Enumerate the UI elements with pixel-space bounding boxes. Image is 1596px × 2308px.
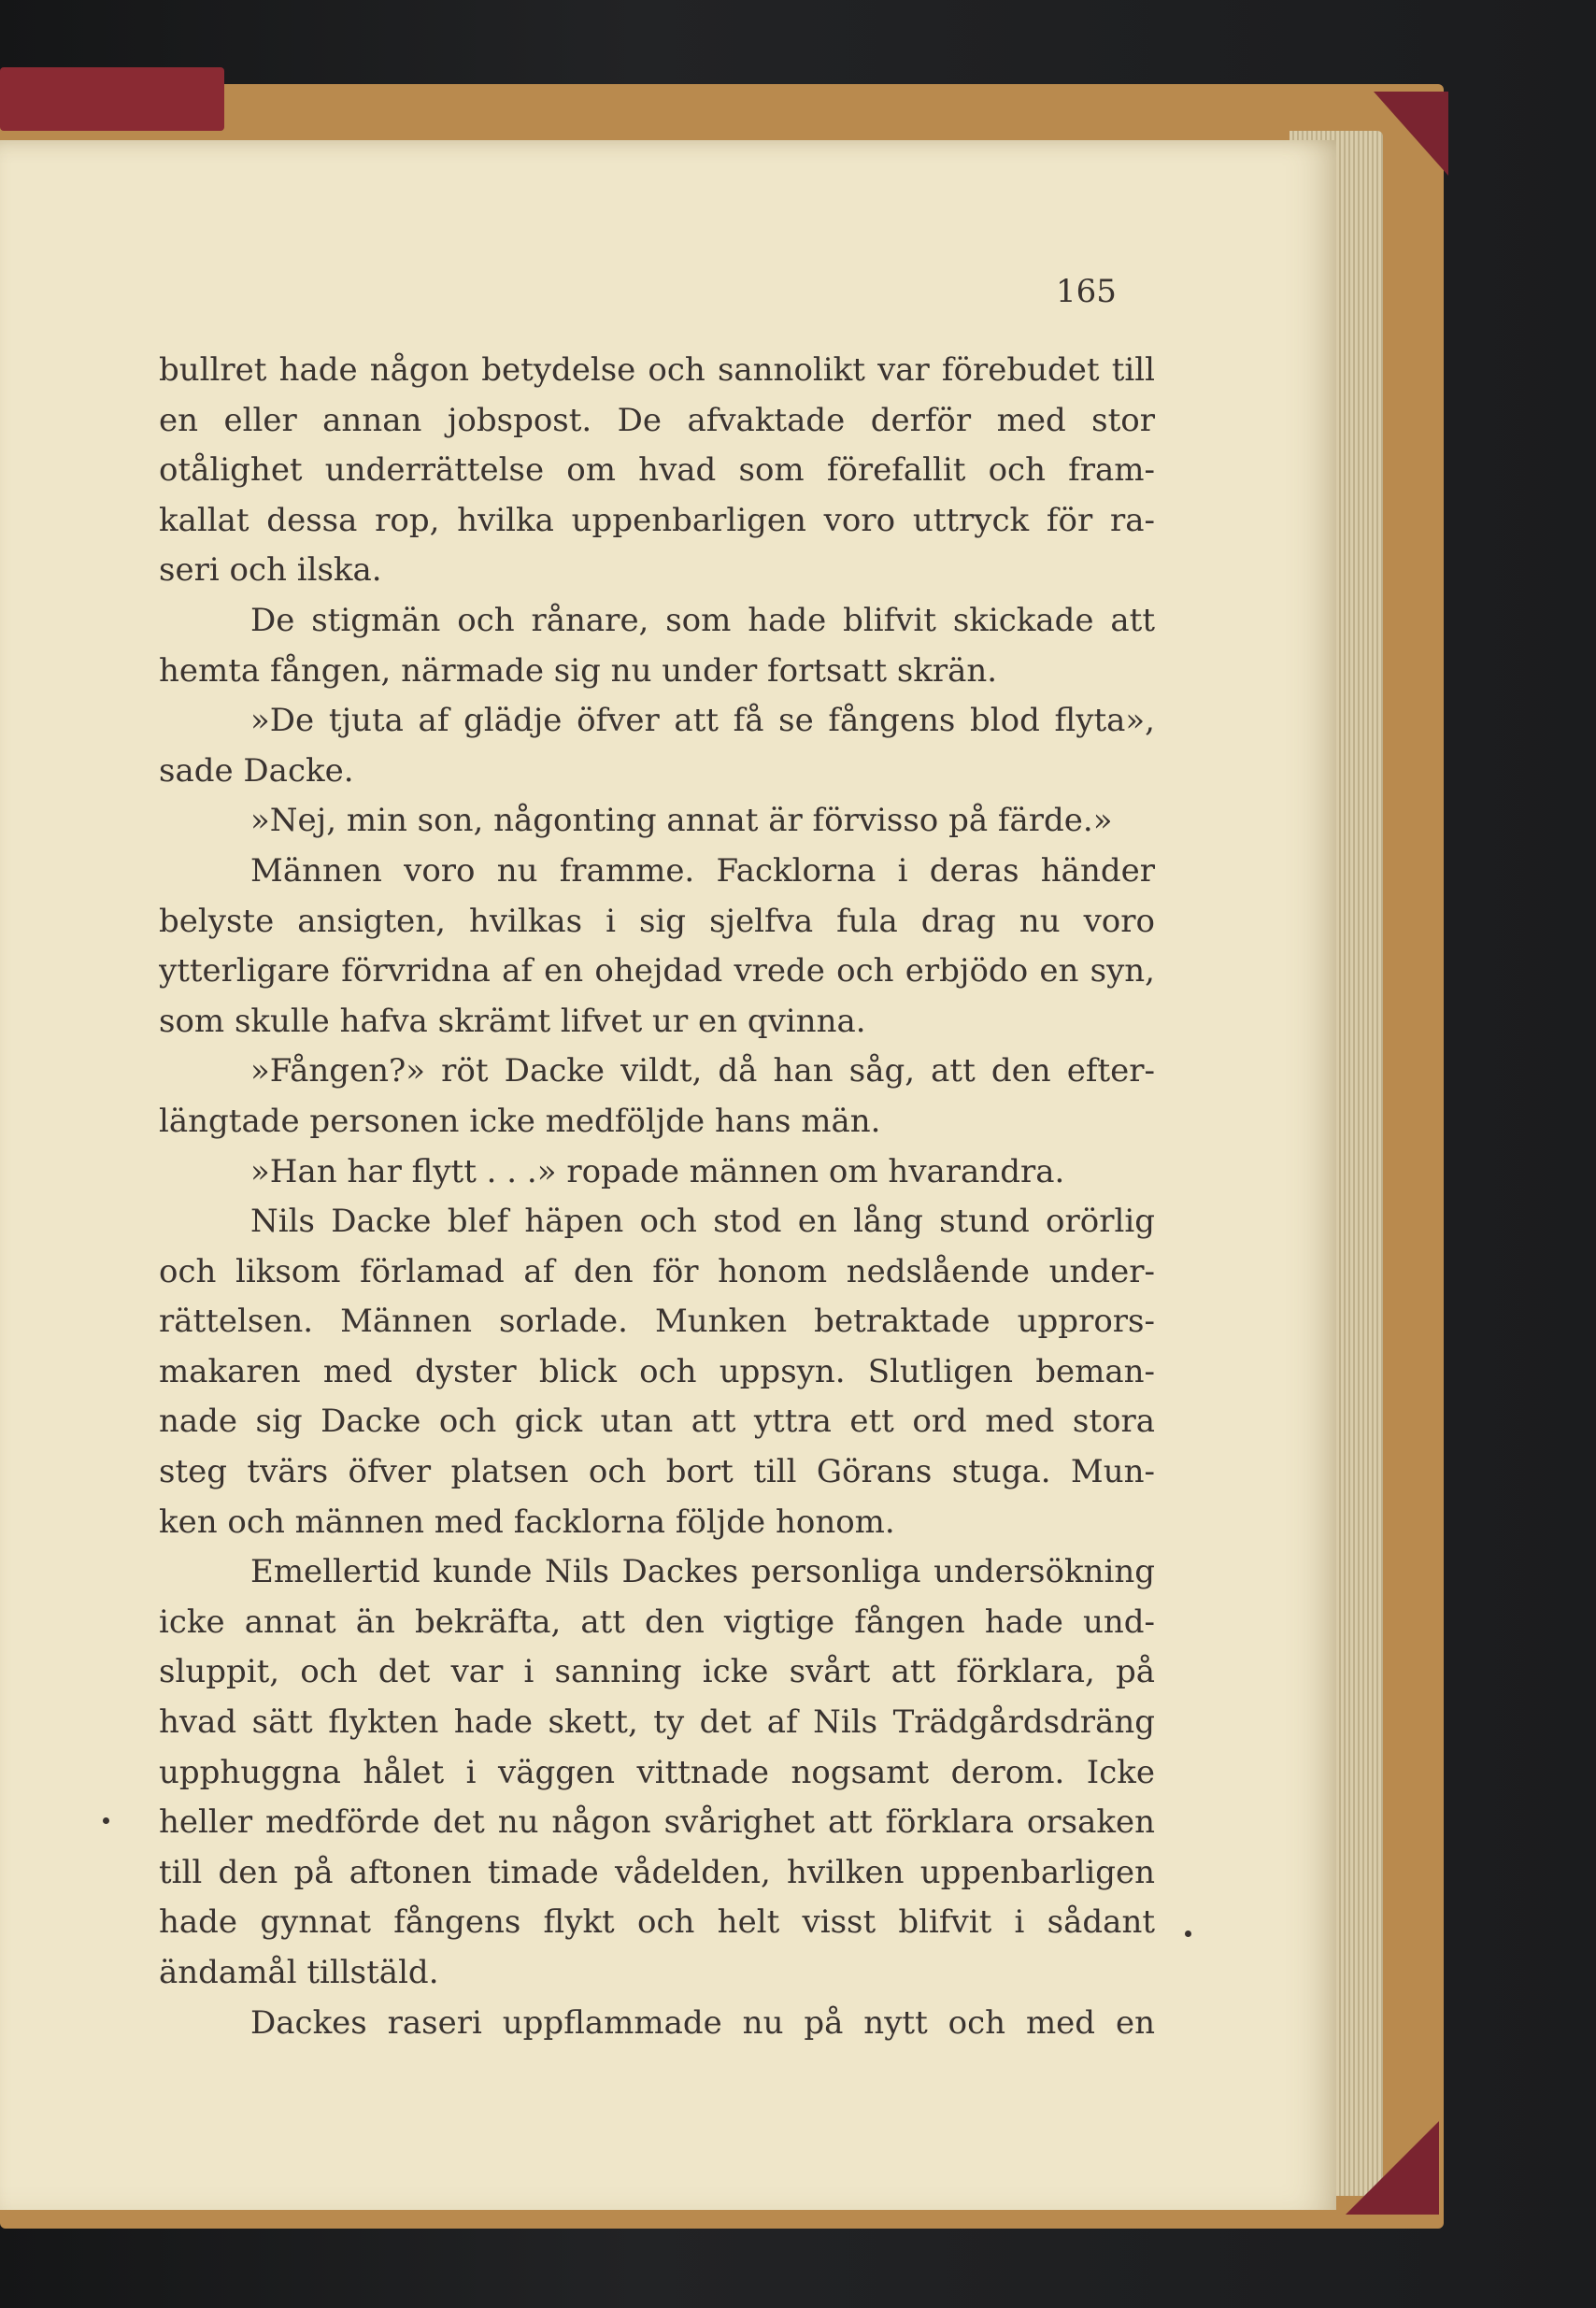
text-line: en eller annan jobspost. De afvaktade derför med stor: [159, 401, 1155, 439]
text-line: ken och männen med facklorna följde honom.: [159, 1503, 895, 1541]
page-number: 165: [1056, 273, 1117, 310]
text-line: »Nej, min son, någonting annat är förvisso på färde.»: [250, 802, 1113, 840]
text-line: hade gynnat fångens flykt och helt visst blifvit i sådant: [159, 1903, 1155, 1942]
text-line: seri och ilska.: [159, 551, 382, 590]
text-line: ytterligare förvridna af en ohejdad vrede och erbjödo en syn,: [159, 952, 1155, 990]
text-line: Männen voro nu framme. Facklorna i deras händer: [250, 851, 1155, 890]
text-line: otålighet underrättelse om hvad som förefallit och fram-: [159, 451, 1155, 490]
ink-speck: [103, 1817, 109, 1824]
text-line: till den på aftonen timade vådelden, hvilken uppenbarligen: [159, 1853, 1155, 1891]
text-line: »Fången?» röt Dacke vildt, då han såg, att den efter-: [250, 1052, 1155, 1090]
text-line: sade Dacke.: [159, 751, 354, 790]
text-line: »Han har flytt . . .» ropade männen om hvarandra.: [250, 1152, 1065, 1190]
text-line: Nils Dacke blef häpen och stod en lång stund orörlig: [250, 1203, 1155, 1241]
text-line: Dackes raseri uppflammade nu på nytt och med en: [250, 2003, 1155, 2042]
body-text: [159, 346, 1155, 2048]
text-line: kallat dessa rop, hvilka uppenbarligen voro uttryck för ra-: [159, 501, 1155, 539]
text-line: makaren med dyster blick och uppsyn. Slutligen beman-: [159, 1352, 1155, 1390]
text-line: steg tvärs öfver platsen och bort till Görans stuga. Mun-: [159, 1453, 1155, 1491]
text-line: rättelsen. Männen sorlade. Munken betraktade upprors-: [159, 1303, 1155, 1341]
text-line: De stigmän och rånare, som hade blifvit skickade att: [250, 601, 1155, 639]
text-line: upphuggna hålet i väggen vittnade nogsamt derom. Icke: [159, 1753, 1155, 1791]
ink-speck: [1185, 1930, 1191, 1937]
text-line: Emellertid kunde Nils Dackes personliga undersökning: [250, 1553, 1155, 1591]
text-line: längtade personen icke medföljde hans män.: [159, 1102, 881, 1140]
book-ribbon: [0, 67, 224, 131]
text-line: »De tjuta af glädje öfver att få se fångens blod flyta»,: [250, 702, 1155, 740]
text-line: bullret hade någon betydelse och sannolikt var förebudet till: [159, 351, 1155, 389]
text-line: heller medförde det nu någon svårighet att förklara orsaken: [159, 1803, 1155, 1842]
text-line: som skulle hafva skrämt lifvet ur en qvinna.: [159, 1002, 866, 1040]
text-line: och liksom förlamad af den för honom nedslående under-: [159, 1252, 1155, 1290]
text-line: icke annat än bekräfta, att den vigtige fången hade und-: [159, 1603, 1155, 1641]
text-line: hvad sätt flykten hade skett, ty det af Nils Trädgårdsdräng: [159, 1703, 1155, 1742]
text-line: ändamål tillstäld.: [159, 1954, 439, 1991]
text-line: hemta fången, närmade sig nu under fortsatt skrän.: [159, 651, 998, 690]
text-line: sluppit, och det var i sanning icke svårt att förklara, på: [159, 1653, 1155, 1691]
text-line: nade sig Dacke och gick utan att yttra ett ord med stora: [159, 1403, 1155, 1441]
text-line: belyste ansigten, hvilkas i sig sjelfva fula drag nu voro: [159, 902, 1155, 940]
